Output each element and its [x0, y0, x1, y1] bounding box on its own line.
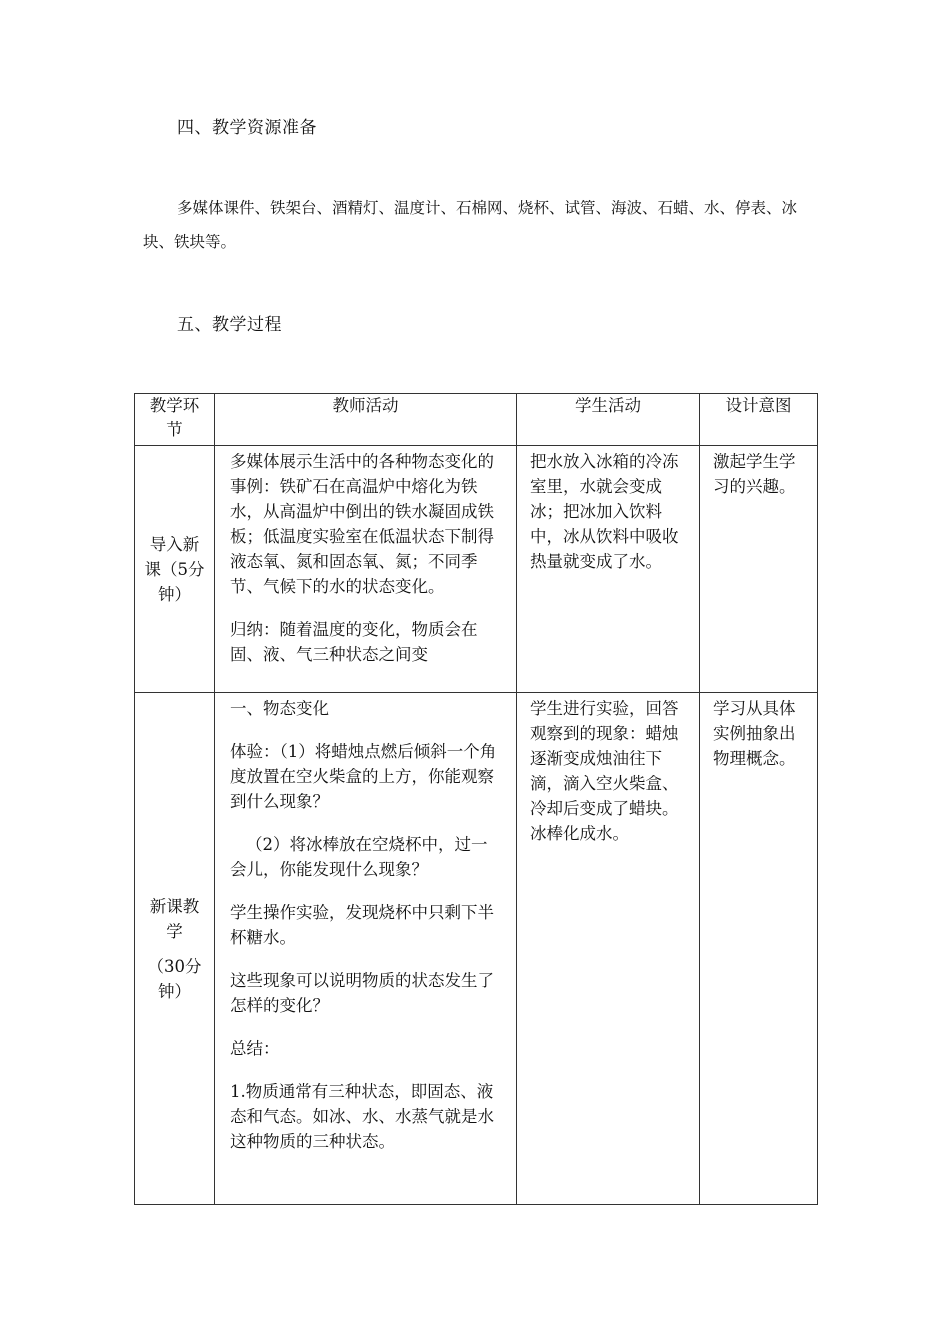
teacher-activity-text: 总结： — [230, 1039, 280, 1058]
stage-cell-intro: 导入新课（5分钟） — [135, 446, 215, 693]
design-intent-cell — [700, 446, 818, 693]
student-activity-text: 把水放入冰箱的冷冻室里，水就会变成冰；把冰加入饮料中，冰从饮料中吸收热量就变成了水。 — [530, 452, 679, 571]
header-student-activity: 学生活动 — [517, 394, 700, 446]
design-intent-cell — [700, 693, 818, 1205]
header-stage: 教学环节 — [135, 394, 215, 446]
table-row — [135, 693, 818, 1205]
teacher-activity-text: 学生操作实验，发现烧杯中只剩下半杯糖水。 — [230, 903, 494, 947]
teacher-activity-text: 1.物质通常有三种状态，即固态、液态和气态。如冰、水、水蒸气就是水这种物质的三种状态。 — [230, 1082, 494, 1151]
stage-cell-new-lesson — [135, 693, 215, 1205]
header-teacher-activity: 教师活动 — [215, 394, 517, 446]
teacher-activity-text: （2）将冰棒放在空烧杯中，过一会儿，你能发现什么现象？ — [230, 835, 488, 879]
section-heading-resources: 四、教学资源准备 — [177, 118, 317, 138]
table-row — [135, 446, 818, 693]
teacher-activity-text: 多媒体展示生活中的各种物态变化的事例：铁矿石在高温炉中熔化为铁水，从高温炉中倒出的铁水凝固成铁板；低温度实验室在低温状态下制得液态氧、氮和固态氧、氮；不同季节、气候下的水的状态变化。 — [230, 452, 494, 596]
teacher-activity-cell — [215, 693, 517, 1205]
resources-paragraph: 多媒体课件、铁架台、酒精灯、温度计、石棉网、烧杯、试管、海波、石蜡、水、停表、冰块、铁块等。 — [143, 199, 798, 251]
lesson-process-table — [134, 393, 818, 1205]
student-activity-cell — [517, 446, 700, 693]
section-heading-process: 五、教学过程 — [177, 315, 282, 335]
design-intent-text: 学习从具体实例抽象出物理概念。 — [713, 699, 796, 768]
teacher-activity-text: 归纳：随着温度的变化，物质会在固、液、气三种状态之间变 — [230, 620, 478, 664]
stage-duration: （30分钟） — [147, 956, 202, 1001]
header-design-intent: 设计意图 — [700, 394, 818, 446]
design-intent-text: 激起学生学习的兴趣。 — [713, 452, 796, 496]
teacher-activity-text: 体验：（1）将蜡烛点燃后倾斜一个角度放置在空火柴盒的上方，你能观察到什么现象？ — [230, 742, 497, 811]
student-activity-cell — [517, 693, 700, 1205]
teacher-activity-text: 一、物态变化 — [230, 699, 329, 718]
table-header-row — [135, 394, 818, 446]
teacher-activity-cell — [215, 446, 517, 693]
teacher-activity-text: 这些现象可以说明物质的状态发生了怎样的变化？ — [230, 971, 494, 1015]
student-activity-text: 学生进行实验，回答观察到的现象：蜡烛逐渐变成烛油往下滴，滴入空火柴盒、冷却后变成了蜡块。冰棒化成水。 — [530, 699, 679, 843]
stage-label: 新课教学 — [149, 896, 200, 941]
